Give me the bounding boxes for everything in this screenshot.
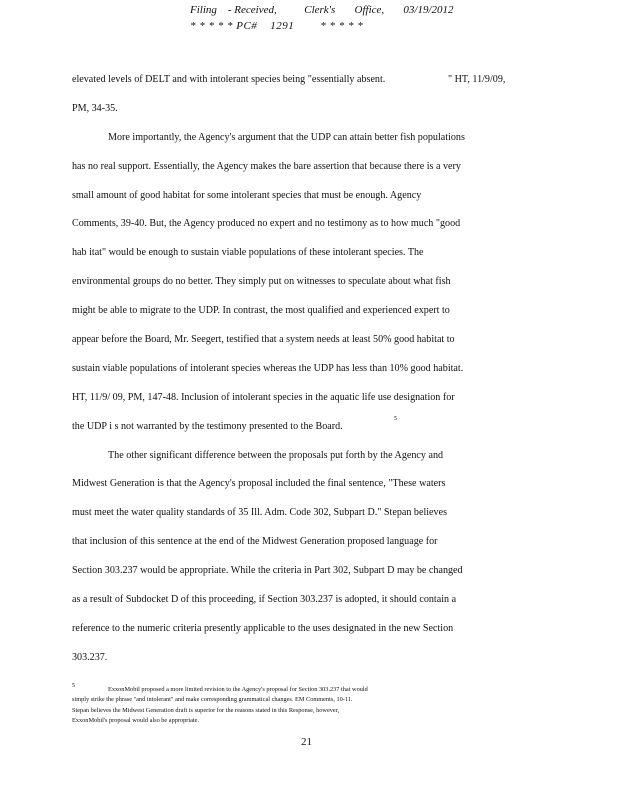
body-line: has no real support. Essentially, the Agency makes the bare assertion that because there is a very	[72, 160, 461, 172]
document-body	[72, 66, 532, 673]
body-line: might be able to migrate to the UDP. In contrast, the most qualified and experienced expert to	[72, 305, 450, 317]
footnote-line: Stepan believes the Midwest Generation draft is superior for the reasons stated in this Response, however,	[72, 706, 340, 714]
body-line-text: elevated levels of DELT and with intolerant species being "essentially absent.	[72, 74, 386, 85]
body-line: hab itat" would be enough to sustain viable populations of these intolerant species. The	[72, 247, 424, 259]
filing-stamp-line2: * * * * * PC# 1291 * * * * *	[190, 20, 364, 32]
footnote-line: simply strike the phrase "and intolerant" and make corresponding grammatical changes. EM Comments, 10-11.	[72, 696, 353, 704]
footnote	[72, 685, 392, 726]
paragraph-start-line: The other significant difference between the proposals put forth by the Agency and	[108, 449, 444, 461]
body-line: PM, 34-35.	[72, 102, 118, 114]
body-line: reference to the numeric criteria presently applicable to the uses designated in the new Section	[72, 622, 454, 634]
paragraph-start-line: More importantly, the Agency's argument that the UDP can attain better fish populations	[108, 131, 465, 143]
page-number: 21	[301, 736, 312, 748]
body-line	[72, 66, 532, 95]
body-line: 303.237.	[72, 651, 108, 663]
citation-fragment: " HT, 11/9/09,	[448, 74, 506, 85]
body-line: Comments, 39-40. But, the Agency produced no expert and no testimony as to how much "good	[72, 218, 461, 230]
filing-stamp-line1: Filing - Received, Clerk's Office, 03/19/2012	[190, 4, 454, 16]
body-line: small amount of good habitat for some intolerant species that must be enough. Agency	[72, 189, 422, 201]
footnote-line	[72, 685, 392, 695]
body-line: Midwest Generation is that the Agency's proposal included the final sentence, "These waters	[72, 478, 446, 490]
footnote-line-text: ExxonMobil proposed a more limited revision to the Agency's proposal for Section 303.237 that would	[108, 686, 368, 693]
footnote-reference: 5	[394, 415, 397, 422]
footnote-marker: 5	[72, 683, 75, 689]
body-line: as a result of Subdocket D of this proceeding, if Section 303.237 is adopted, it should contain a	[72, 594, 457, 606]
body-line: appear before the Board, Mr. Seegert, testified that a system needs at least 50% good habitat to	[72, 334, 455, 346]
body-line	[72, 413, 532, 442]
footnote-line: ExxonMobil's proposal would also be appropriate.	[72, 716, 200, 724]
body-line-text: the UDP i s not warranted by the testimony presented to the Board.	[72, 420, 343, 432]
body-line: Section 303.237 would be appropriate. While the criteria in Part 302, Subpart D may be changed	[72, 565, 463, 577]
body-line: sustain viable populations of intolerant species whereas the UDP has less than 10% good habitat.	[72, 362, 464, 374]
body-line: HT, 11/9/ 09, PM, 147-48. Inclusion of intolerant species in the aquatic life use designation for	[72, 391, 455, 403]
body-line: that inclusion of this sentence at the end of the Midwest Generation proposed language for	[72, 536, 438, 548]
body-line: must meet the water quality standards of 35 Ill. Adm. Code 302, Subpart D." Stepan believes	[72, 507, 447, 519]
body-line: environmental groups do no better. They simply put on witnesses to speculate about what fish	[72, 276, 451, 288]
